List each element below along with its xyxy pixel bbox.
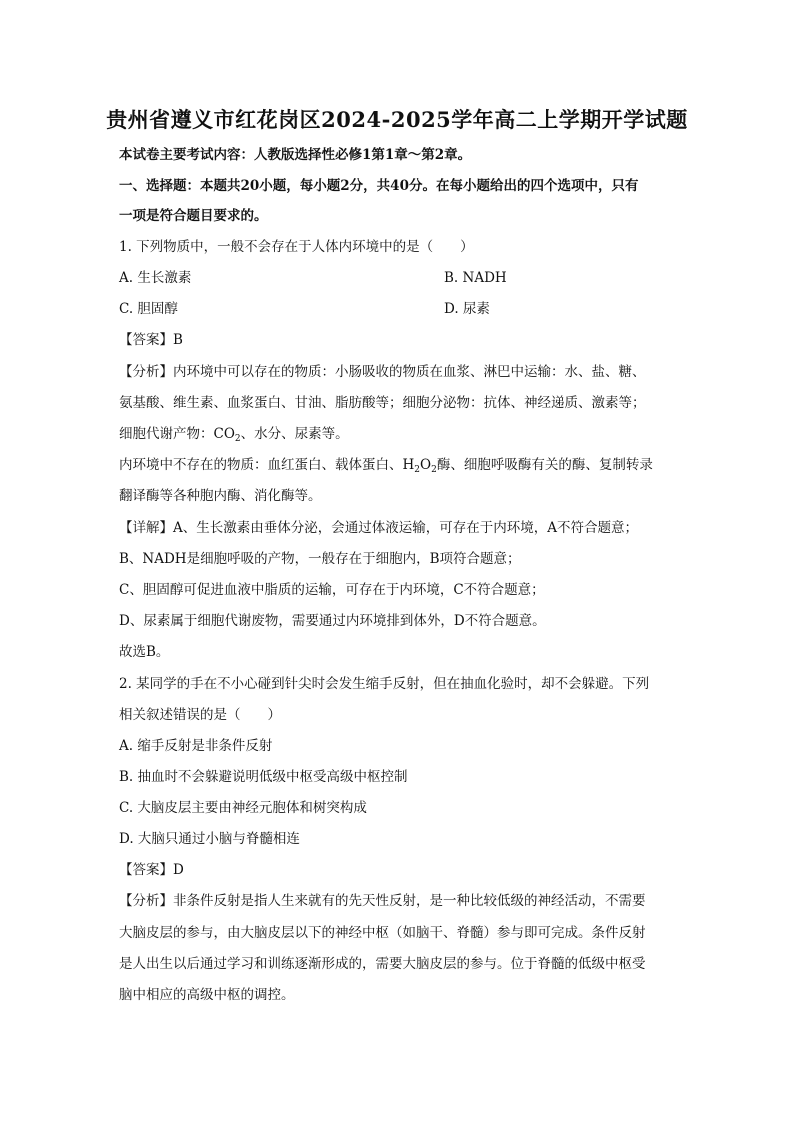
q1-conclusion: 故选B。 <box>119 644 170 660</box>
answer-value: B <box>173 332 183 348</box>
q2-stem-line1: 2. 某同学的手在不小心碰到针尖时会发生缩手反射，但在抽血化验时，却不会躲避。下列 <box>119 676 650 692</box>
answer-label: 【答案】 <box>119 862 173 878</box>
analysis-label: 【分析】 <box>119 893 173 909</box>
answer-value: D <box>173 862 184 878</box>
q2-stem-line2: 相关叙述错误的是（ ） <box>119 707 281 723</box>
q1-detail-line4: D、尿素属于细胞代谢废物，需要通过内环境排到体外，D不符合题意。 <box>119 613 546 629</box>
detail-label: 【详解】 <box>119 520 173 536</box>
q1-analysis-line4: 内环境中不存在的物质：血红蛋白、载体蛋白、$H_2O_2$酶、细胞呼吸酶有关的酶、复制转录 <box>119 457 653 475</box>
q1-option-a: A. 生长激素 <box>119 270 192 286</box>
q2-analysis-line4: 脑中相应的高级中枢的调控。 <box>119 987 295 1003</box>
q1-analysis-line1: 【分析】内环境中可以存在的物质：小肠吸收的物质在血浆、淋巴中运输：水、盐、糖、 <box>119 364 646 380</box>
q2-analysis-line2: 大脑皮层的参与，由大脑皮层以下的神经中枢（如脑干、脊髓）参与即可完成。条件反射 <box>119 925 646 941</box>
section-heading-line2: 一项是符合题目要求的。 <box>119 208 268 224</box>
q1-analysis-line2: 氨基酸、维生素、血浆蛋白、甘油、脂肪酸等；细胞分泌物：抗体、神经递质、激素等； <box>119 395 646 411</box>
q1-stem: 1. 下列物质中，一般不会存在于人体内环境中的是（ ） <box>119 239 474 255</box>
q1-option-c: C. 胆固醇 <box>119 301 178 317</box>
q1-answer <box>119 331 183 349</box>
section-heading-line1: 一、选择题：本题共20小题，每小题2分，共40分。在每小题给出的四个选项中，只有 <box>119 178 639 194</box>
q1-detail-line1: 【详解】A、生长激素由垂体分泌，会通过体液运输，可存在于内环境，A不符合题意； <box>119 520 638 536</box>
q2-option-d: D. 大脑只通过小脑与脊髓相连 <box>119 831 300 847</box>
page-title: 贵州省遵义市红花岗区2024-2025学年高二上学期开学试题 <box>106 107 688 132</box>
q2-option-c: C. 大脑皮层主要由神经元胞体和树突构成 <box>119 800 367 816</box>
q1-option-b: B. NADH <box>444 270 507 286</box>
q1-analysis-line3: 细胞代谢产物：$CO_2$、水分、尿素等。 <box>119 426 349 444</box>
answer-label: 【答案】 <box>119 332 173 348</box>
q1-option-d: D. 尿素 <box>444 301 490 317</box>
q2-analysis-line1: 【分析】非条件反射是指人生来就有的先天性反射，是一种比较低级的神经活动，不需要 <box>119 893 646 909</box>
analysis-label: 【分析】 <box>119 364 173 380</box>
q1-analysis-line5: 翻译酶等各种胞内酶、消化酶等。 <box>119 488 322 504</box>
q2-answer <box>119 861 184 879</box>
q2-option-a: A. 缩手反射是非条件反射 <box>119 738 273 754</box>
q2-option-b: B. 抽血时不会躲避说明低级中枢受高级中枢控制 <box>119 769 408 785</box>
q1-detail-line2: B、NADH是细胞呼吸的产物，一般存在于细胞内，B项符合题意； <box>119 551 521 567</box>
q1-detail-line3: C、胆固醇可促进血液中脂质的运输，可存在于内环境，C不符合题意； <box>119 582 545 598</box>
exam-scope: 本试卷主要考试内容：人教版选择性必修1第1章～第2章。 <box>119 147 472 163</box>
q2-analysis-line3: 是人出生以后通过学习和训练逐渐形成的，需要大脑皮层的参与。位于脊髓的低级中枢受 <box>119 956 646 972</box>
